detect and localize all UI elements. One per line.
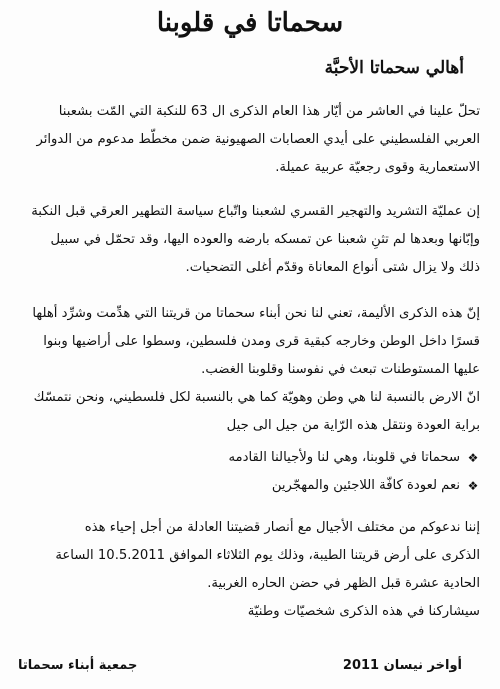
paragraph-line: وإبّانها وبعدها لم تثنِ شعبنا عن تمسكه بارضه والعوده اليها، وقد تحمّل في سبيل — [50, 232, 480, 247]
paragraph-line: تحلّ علينا في العاشر من أيّار هذا العام الذكرى ال 63 للنكبة التي المّت بشعبنا — [58, 104, 480, 119]
paragraph-line: ذلك ولا يزال شتى أنواع المعاناة وقدّم أغلى التضحيات. — [185, 260, 480, 275]
paragraph-line: العربي الفلسطيني على أيدي العصابات الصهيونية ضمن مخطّط مدعوم من الدوائر — [36, 132, 480, 147]
paragraph-displacement — [18, 198, 480, 282]
footer-organization: جمعية أبناء سحماتا — [18, 658, 138, 673]
footer — [0, 658, 500, 680]
paragraph-line: قسرًا داخل الوطن وخارجه كبقية قرى ومدن فلسطين، وسطوا على أراضيها وبنوا — [43, 334, 480, 349]
paragraph-line: الاستعمارية وقوى رجعيّة عربية عميلة. — [275, 160, 480, 175]
paragraph-line: سيشاركنا في هذه الذكرى شخصيّات وطنيّة — [247, 604, 480, 619]
paragraph-line: الذكرى على أرض قريتنا الطيبة، وذلك يوم الثلاثاء الموافق 10.5.2011 الساعة — [55, 548, 480, 563]
paragraph-line: عليها المستوطنات تبعث في نفوسنا وقلوبنا الغضب. — [201, 362, 480, 377]
four-diamond-bullet-icon: ❖ — [467, 451, 479, 465]
page-title: سحماتا في قلوبنا — [156, 8, 344, 38]
slogan-text: سحماتا في قلوبنا، وهي لنا ولأجيالنا القادمه — [228, 450, 460, 465]
paragraph-line: إنّ هذه الذكرى الأليمة، تعني لنا نحن أبناء سحماتا من قريتنا التي هدِّمت وشرِّد أهلها — [32, 306, 480, 321]
paragraph-invitation — [18, 514, 480, 626]
paragraph-line: إننا ندعوكم من مختلف الأجيال مع أنصار قضيتنا العادلة من أجل إحياء هذه — [84, 520, 480, 535]
paragraph-line: الحادية عشرة قبل الظهر في حضن الحاره الغربية. — [207, 576, 480, 591]
paragraph-memory — [18, 300, 480, 440]
greeting-heading: أهالي سحماتا الأحبَّة — [324, 58, 464, 78]
paragraph-line: انّ الارض بالنسبة لنا هي وطن وهويّة كما هي بالنسبة لكل فلسطيني، ونحن نتمسّك — [33, 390, 480, 405]
list-item — [20, 472, 480, 500]
slogan-text: نعم لعودة كافّة اللاجئين والمهجّرين — [271, 478, 460, 493]
paragraph-line: براية العودة ونتقل هذه الرّاية من جيل الى جيل — [226, 418, 480, 433]
list-item — [20, 444, 480, 472]
paragraph-nakba-anniversary — [18, 98, 480, 182]
footer-date: أواخر نيسان 2011 — [342, 658, 462, 673]
four-diamond-bullet-icon: ❖ — [467, 479, 479, 493]
slogan-list — [20, 444, 480, 500]
paragraph-line: إن عمليّة التشريد والتهجير القسري لشعبنا واتّباع سياسة التطهير العرقي قبل النكبة — [31, 204, 480, 219]
